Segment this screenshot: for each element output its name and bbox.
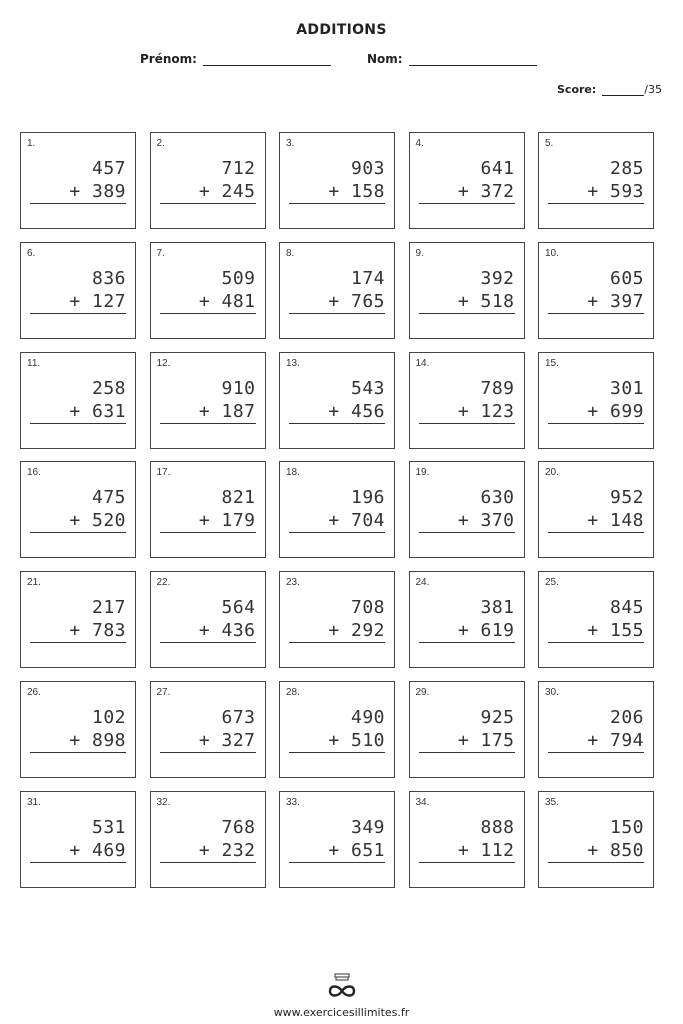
first-addend: 457 (91, 158, 126, 179)
second-addend: + 783 (69, 620, 126, 642)
problem-card (150, 132, 266, 229)
second-addend: + 327 (198, 729, 256, 751)
answer-line[interactable] (289, 752, 385, 753)
second-addend: + 651 (328, 839, 385, 861)
problem-card (150, 461, 266, 558)
problem-card (150, 352, 266, 449)
answer-line[interactable] (289, 532, 385, 533)
problem-card (538, 791, 654, 888)
problem-card (279, 461, 395, 558)
second-addend: + 794 (587, 729, 644, 751)
score-label: Score: (557, 83, 597, 96)
answer-line[interactable] (548, 862, 644, 863)
problem-number: 35. (545, 796, 559, 808)
second-addend: + 179 (198, 510, 256, 532)
answer-line[interactable] (289, 313, 385, 314)
problem-card (150, 242, 266, 339)
problem-card (279, 681, 395, 778)
first-addend: 381 (480, 597, 515, 619)
second-addend: + 187 (198, 400, 256, 422)
problem-number: 6. (27, 247, 36, 259)
problem-number: 26. (27, 686, 41, 698)
first-addend: 475 (91, 487, 126, 509)
first-addend: 925 (480, 706, 515, 728)
problem-card (279, 791, 395, 888)
answer-line[interactable] (30, 862, 126, 863)
second-addend: + 148 (587, 510, 644, 532)
second-addend: + 704 (328, 510, 385, 532)
second-addend: + 112 (457, 839, 515, 861)
second-addend: + 370 (457, 510, 515, 532)
first-addend: 543 (350, 377, 385, 399)
first-addend: 258 (91, 377, 126, 399)
answer-line[interactable] (419, 752, 515, 753)
problem-number: 16. (27, 467, 41, 479)
second-addend: + 372 (457, 181, 515, 202)
answer-line[interactable] (289, 862, 385, 863)
answer-line[interactable] (419, 532, 515, 533)
first-addend: 392 (480, 267, 515, 289)
problem-number: 27. (156, 686, 171, 698)
first-addend: 641 (480, 158, 515, 179)
answer-line[interactable] (548, 313, 644, 314)
problem-number: 29. (415, 686, 430, 698)
answer-line[interactable] (160, 642, 256, 643)
answer-line[interactable] (160, 313, 256, 314)
score-total: /35 (644, 83, 662, 96)
page-title: ADDITIONS (296, 22, 387, 38)
second-addend: + 765 (328, 290, 385, 312)
nom-label: Nom: (366, 52, 403, 66)
problem-number: 19. (415, 467, 430, 479)
second-addend: + 631 (69, 400, 126, 422)
infinity-book-icon (326, 972, 358, 1000)
answer-line[interactable] (548, 423, 644, 424)
answer-line[interactable] (30, 532, 126, 533)
score-blank-line (602, 83, 644, 96)
problem-number: 2. (156, 138, 165, 149)
second-addend: + 850 (587, 839, 644, 861)
second-addend: + 456 (328, 400, 385, 422)
problem-number: 5. (545, 138, 554, 149)
first-addend: 150 (609, 816, 644, 838)
problem-number: 25. (545, 577, 559, 589)
answer-line[interactable] (160, 862, 256, 863)
problem-number: 24. (415, 577, 430, 589)
problem-number: 30. (545, 686, 559, 698)
answer-line[interactable] (419, 642, 515, 643)
answer-line[interactable] (160, 532, 256, 533)
first-addend: 605 (609, 267, 644, 289)
prenom-label: Prénom: (140, 52, 197, 66)
first-addend: 789 (480, 377, 515, 399)
second-addend: + 232 (198, 839, 256, 861)
second-addend: + 898 (69, 729, 126, 751)
problem-number: 10. (545, 247, 559, 259)
answer-line[interactable] (160, 423, 256, 424)
answer-line[interactable] (419, 203, 515, 204)
problem-card (150, 681, 266, 778)
first-addend: 196 (350, 487, 385, 509)
first-addend: 349 (350, 816, 385, 838)
second-addend: + 245 (198, 181, 256, 202)
first-addend: 845 (609, 597, 644, 619)
first-addend: 712 (221, 158, 256, 179)
problem-number: 1. (27, 138, 36, 149)
problem-number: 4. (415, 138, 424, 149)
footer-site-url: www.exercicesillimites.fr (273, 1006, 410, 1019)
problem-card (538, 571, 654, 668)
answer-line[interactable] (160, 203, 256, 204)
problem-card (20, 352, 136, 449)
first-addend: 102 (91, 706, 126, 728)
second-addend: + 292 (328, 620, 385, 642)
problem-card (279, 132, 395, 229)
answer-line[interactable] (419, 862, 515, 863)
answer-line[interactable] (30, 313, 126, 314)
problem-card (20, 132, 136, 229)
second-addend: + 436 (198, 620, 256, 642)
problem-number: 21. (27, 577, 41, 589)
second-addend: + 520 (69, 510, 126, 532)
answer-line[interactable] (289, 642, 385, 643)
first-addend: 836 (91, 267, 126, 289)
problem-number: 33. (286, 796, 300, 808)
answer-line[interactable] (30, 203, 126, 204)
answer-line[interactable] (289, 203, 385, 204)
problem-number: 34. (415, 796, 430, 808)
nom-blank-line (409, 53, 537, 66)
answer-line[interactable] (548, 203, 644, 204)
prenom-blank-line (203, 53, 331, 66)
first-addend: 708 (350, 597, 385, 619)
problem-card (279, 242, 395, 339)
second-addend: + 155 (587, 620, 644, 642)
problem-number: 8. (286, 247, 295, 259)
answer-line[interactable] (419, 423, 515, 424)
answer-line[interactable] (160, 752, 256, 753)
first-addend: 821 (221, 487, 256, 509)
problem-card (20, 571, 136, 668)
problem-card (20, 681, 136, 778)
problem-card (409, 352, 525, 449)
problem-card (150, 571, 266, 668)
answer-line[interactable] (30, 752, 126, 753)
second-addend: + 469 (69, 839, 126, 861)
problem-card (538, 461, 654, 558)
problem-number: 15. (545, 357, 559, 369)
answer-line[interactable] (419, 313, 515, 314)
second-addend: + 510 (328, 729, 385, 751)
answer-line[interactable] (30, 642, 126, 643)
problem-card (20, 791, 136, 888)
second-addend: + 593 (587, 181, 644, 202)
first-addend: 630 (480, 487, 515, 509)
problem-card (409, 791, 525, 888)
second-addend: + 619 (457, 620, 515, 642)
problem-number: 22. (156, 577, 171, 589)
answer-line[interactable] (548, 752, 644, 753)
problem-card (409, 132, 525, 229)
first-addend: 285 (609, 158, 644, 179)
problem-card (538, 681, 654, 778)
first-addend: 301 (609, 377, 644, 399)
second-addend: + 389 (69, 181, 126, 202)
problem-number: 11. (27, 357, 41, 369)
problem-grid (20, 132, 654, 888)
problem-number: 18. (286, 467, 300, 479)
problem-number: 28. (286, 686, 300, 698)
problem-number: 17. (156, 467, 171, 479)
problem-number: 23. (286, 577, 300, 589)
second-addend: + 397 (587, 290, 644, 312)
answer-line[interactable] (289, 423, 385, 424)
problem-number: 13. (286, 357, 300, 369)
problem-number: 3. (286, 138, 295, 149)
problem-number: 14. (415, 357, 430, 369)
first-addend: 490 (350, 706, 385, 728)
first-addend: 888 (480, 816, 515, 838)
problem-card (279, 352, 395, 449)
answer-line[interactable] (548, 642, 644, 643)
first-addend: 910 (221, 377, 256, 399)
name-fields (140, 52, 537, 66)
problem-card (150, 791, 266, 888)
first-addend: 531 (91, 816, 126, 838)
problem-number: 20. (545, 467, 559, 479)
first-addend: 952 (609, 487, 644, 509)
score-field (557, 83, 662, 96)
problem-card (409, 461, 525, 558)
problem-card (538, 242, 654, 339)
second-addend: + 481 (198, 290, 256, 312)
problem-card (279, 571, 395, 668)
answer-line[interactable] (30, 423, 126, 424)
second-addend: + 175 (457, 729, 515, 751)
second-addend: + 518 (457, 290, 515, 312)
second-addend: + 158 (328, 181, 385, 202)
problem-card (538, 352, 654, 449)
first-addend: 768 (221, 816, 256, 838)
first-addend: 206 (609, 706, 644, 728)
first-addend: 564 (221, 597, 256, 619)
problem-number: 12. (156, 357, 171, 369)
second-addend: + 127 (69, 290, 126, 312)
problem-number: 9. (415, 247, 424, 259)
problem-card (20, 242, 136, 339)
problem-number: 32. (156, 796, 171, 808)
problem-card (20, 461, 136, 558)
problem-card (409, 681, 525, 778)
answer-line[interactable] (548, 532, 644, 533)
problem-number: 7. (156, 247, 165, 259)
first-addend: 509 (221, 267, 256, 289)
problem-card (409, 242, 525, 339)
problem-card (538, 132, 654, 229)
problem-number: 31. (27, 796, 41, 808)
second-addend: + 699 (587, 400, 644, 422)
first-addend: 673 (221, 706, 256, 728)
first-addend: 217 (91, 597, 126, 619)
second-addend: + 123 (457, 400, 515, 422)
first-addend: 174 (350, 267, 385, 289)
problem-card (409, 571, 525, 668)
first-addend: 903 (350, 158, 385, 179)
